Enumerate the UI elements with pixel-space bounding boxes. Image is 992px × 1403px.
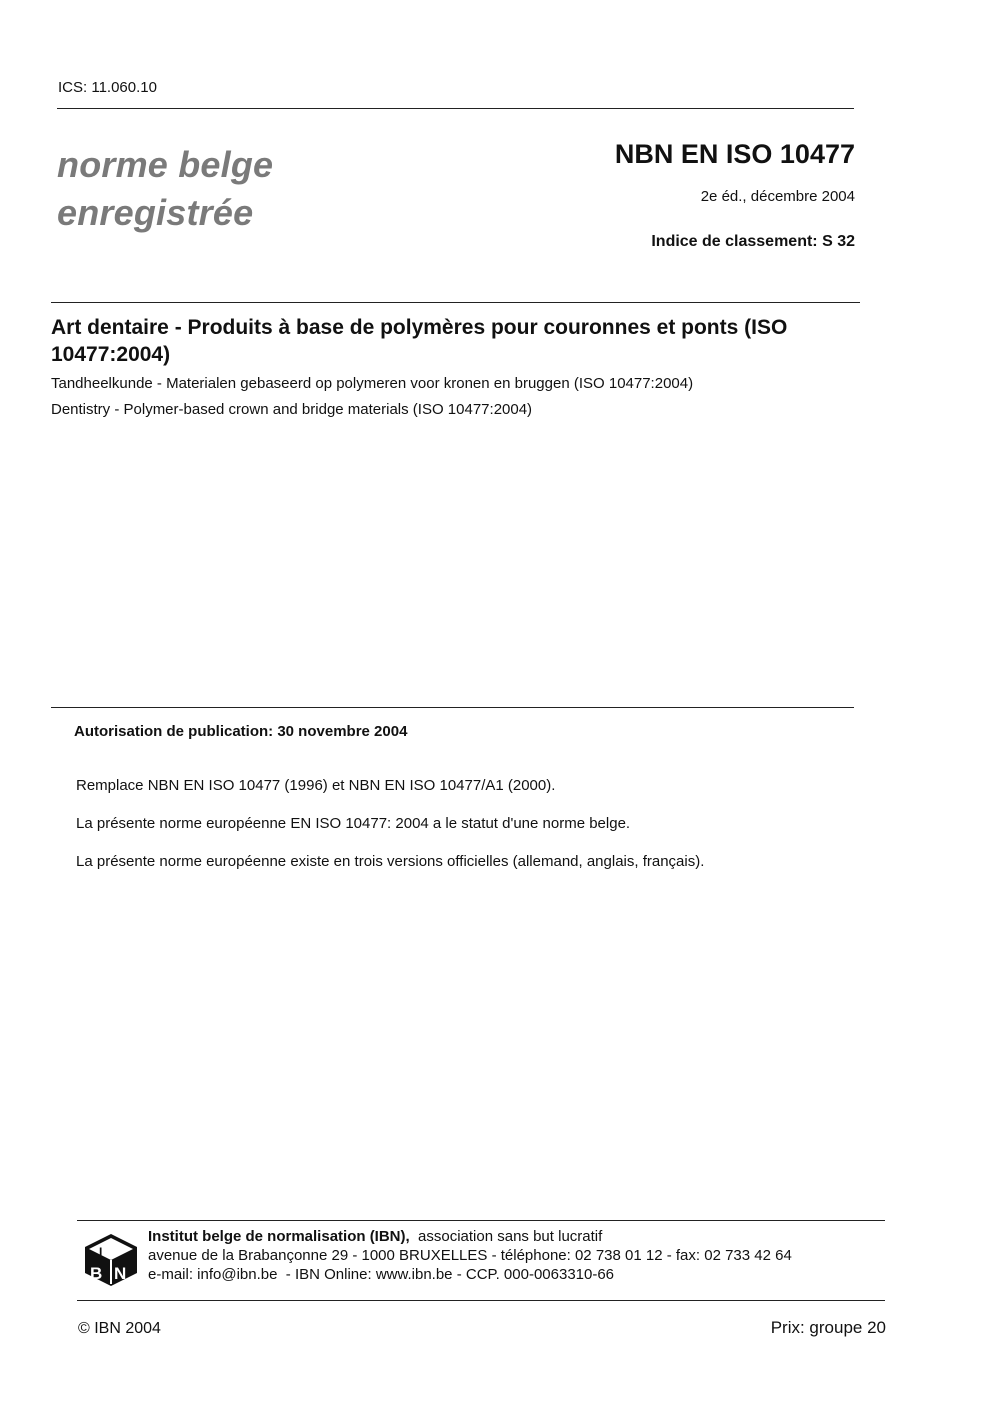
norme-line-1: norme belge — [57, 144, 274, 185]
top-divider — [57, 108, 854, 109]
note-replaces: Remplace NBN EN ISO 10477 (1996) et NBN EN ISO 10477/A1 (2000). — [76, 777, 556, 794]
note-status: La présente norme européenne EN ISO 10477: 2004 a le statut d'une norme belge. — [76, 815, 631, 832]
norme-line-2: enregistrée — [57, 192, 254, 233]
svg-text:B: B — [90, 1264, 103, 1283]
publication-authorisation: Autorisation de publication: 30 novembre 2004 — [74, 723, 408, 740]
svg-text:N: N — [114, 1264, 127, 1283]
institute-info — [148, 1227, 792, 1284]
copyright: © IBN 2004 — [78, 1320, 161, 1337]
edition-date: 2e éd., décembre 2004 — [700, 188, 855, 205]
standard-number: NBN EN ISO 10477 — [614, 139, 855, 169]
institute-name-line — [148, 1227, 792, 1246]
title-divider — [51, 302, 860, 303]
ibn-cube-logo-icon — [83, 1232, 139, 1288]
footer-top-divider — [77, 1220, 885, 1221]
svg-text:I: I — [99, 1245, 103, 1259]
price-group: Prix: groupe 20 — [770, 1318, 886, 1337]
title-dutch: Tandheelkunde - Materialen gebaseerd op polymeren voor kronen en bruggen (ISO 10477:2004) — [51, 375, 694, 392]
institute-name: Institut belge de normalisation (IBN), — [148, 1228, 410, 1245]
note-versions: La présente norme européenne existe en trois versions officielles (allemand, anglais, français). — [76, 853, 705, 870]
classification-index: Indice de classement: S 32 — [651, 233, 855, 250]
publication-notes — [76, 776, 704, 890]
institute-address: avenue de la Brabançonne 29 - 1000 BRUXELLES - téléphone: 02 738 01 12 - fax: 02 733 42 64 — [148, 1247, 792, 1264]
title-english: Dentistry - Polymer-based crown and bridge materials (ISO 10477:2004) — [51, 401, 533, 418]
norme-belge-label — [57, 141, 273, 237]
institute-contact: e-mail: info@ibn.be - IBN Online: www.ibn.be - CCP. 000-0063310-66 — [148, 1266, 615, 1283]
footer-bottom-divider — [77, 1300, 885, 1301]
publication-divider — [51, 707, 854, 708]
institute-type: association sans but lucratif — [418, 1228, 603, 1245]
ics-code: ICS: 11.060.10 — [58, 79, 157, 96]
title-french: Art dentaire - Produits à base de polymères pour couronnes et ponts (ISO 10477:2004) — [51, 316, 788, 366]
